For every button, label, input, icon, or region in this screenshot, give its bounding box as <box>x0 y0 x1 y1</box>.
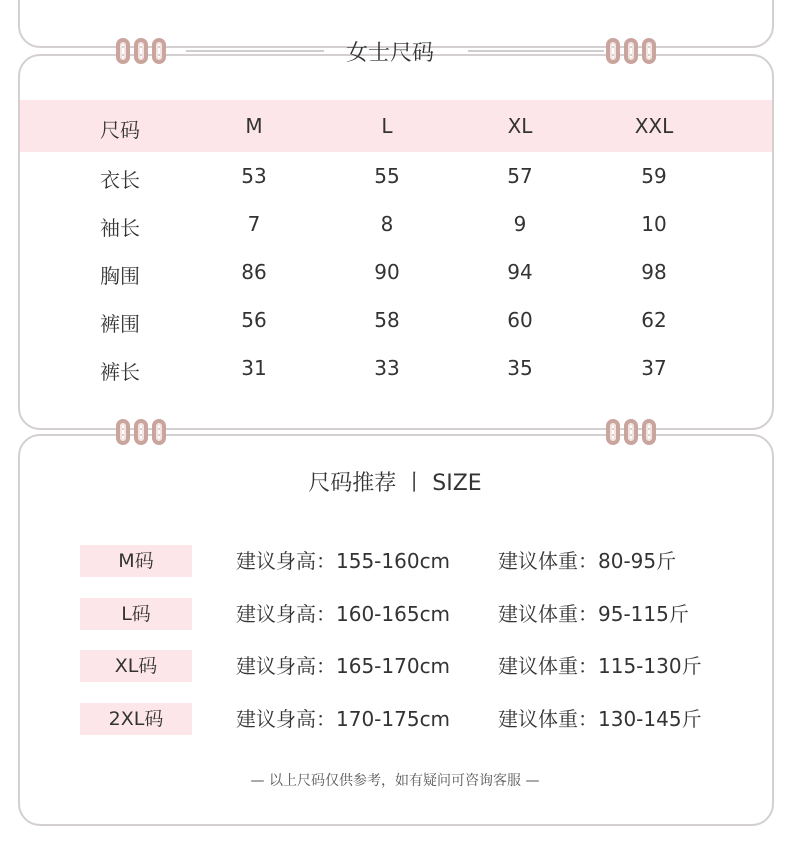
ring-clips-left-1 <box>116 38 166 64</box>
table-row <box>20 248 772 296</box>
table-cell: 7 <box>247 212 261 236</box>
table-cell: 55 <box>374 164 400 188</box>
ring-icon <box>134 419 148 445</box>
table-cell: 31 <box>241 356 267 380</box>
size-table <box>20 100 772 392</box>
ring-icon <box>606 38 620 64</box>
title-divider-left <box>186 50 324 52</box>
table-cell: 60 <box>507 308 533 332</box>
ring-icon <box>116 419 130 445</box>
height-text: 建议身高：155-160cm <box>236 549 451 573</box>
table-cell: 98 <box>641 260 667 284</box>
recommend-row <box>80 650 720 682</box>
table-cell: 35 <box>507 356 533 380</box>
ring-icon <box>152 419 166 445</box>
ring-icon <box>642 419 656 445</box>
table-cell: 10 <box>641 212 667 236</box>
ring-icon <box>116 38 130 64</box>
table-cell: 57 <box>507 164 533 188</box>
table-row <box>20 344 772 392</box>
ring-icon <box>624 38 638 64</box>
size-badge: 2XL码 <box>80 703 192 735</box>
recommend-row <box>80 598 720 630</box>
table-row <box>20 200 772 248</box>
size-badge: L码 <box>80 598 192 630</box>
table-cell: 33 <box>374 356 400 380</box>
table-row <box>20 152 772 200</box>
table-header-row <box>20 100 772 152</box>
height-text: 建议身高：165-170cm <box>236 654 451 678</box>
header-cell: L <box>381 114 393 138</box>
row-label: 裤围 <box>100 312 140 336</box>
row-label: 衣长 <box>100 168 140 192</box>
table-cell: 59 <box>641 164 667 188</box>
ring-clips-right-1 <box>606 38 656 64</box>
row-label: 裤长 <box>100 360 140 384</box>
table-cell: 86 <box>241 260 267 284</box>
header-cell: XXL <box>634 114 674 138</box>
ring-icon <box>152 38 166 64</box>
ring-icon <box>134 38 148 64</box>
table-cell: 53 <box>241 164 267 188</box>
table-cell: 90 <box>374 260 400 284</box>
ring-clips-left-2 <box>116 419 166 445</box>
recommend-row <box>80 545 720 577</box>
recommend-title: 尺码推荐 丨 SIZE <box>308 471 482 496</box>
table-cell: 8 <box>380 212 394 236</box>
weight-text: 建议体重：95-115斤 <box>498 602 689 626</box>
table-cell: 62 <box>641 308 667 332</box>
disclaimer-note: — 以上尺码仅供参考，如有疑问可咨询客服 — <box>250 773 540 789</box>
size-badge: XL码 <box>80 650 192 682</box>
table-cell: 58 <box>374 308 400 332</box>
size-chart-title: 女士尺码 <box>346 41 435 66</box>
table-cell: 94 <box>507 260 533 284</box>
recommend-row <box>80 703 720 735</box>
row-label: 袖长 <box>100 216 140 240</box>
header-cell: XL <box>507 114 533 138</box>
ring-icon <box>624 419 638 445</box>
weight-text: 建议体重：130-145斤 <box>498 707 702 731</box>
ring-icon <box>606 419 620 445</box>
row-label: 胸围 <box>100 264 140 288</box>
table-cell: 37 <box>641 356 667 380</box>
table-cell: 9 <box>513 212 527 236</box>
height-text: 建议身高：160-165cm <box>236 602 451 626</box>
title-divider-right <box>468 50 604 52</box>
height-text: 建议身高：170-175cm <box>236 707 451 731</box>
size-badge: M码 <box>80 545 192 577</box>
weight-text: 建议体重：115-130斤 <box>498 654 702 678</box>
header-cell: 尺码 <box>100 118 140 142</box>
table-cell: 56 <box>241 308 267 332</box>
ring-clips-right-2 <box>606 419 656 445</box>
weight-text: 建议体重：80-95斤 <box>498 549 677 573</box>
table-row <box>20 296 772 344</box>
ring-icon <box>642 38 656 64</box>
header-cell: M <box>245 114 263 138</box>
